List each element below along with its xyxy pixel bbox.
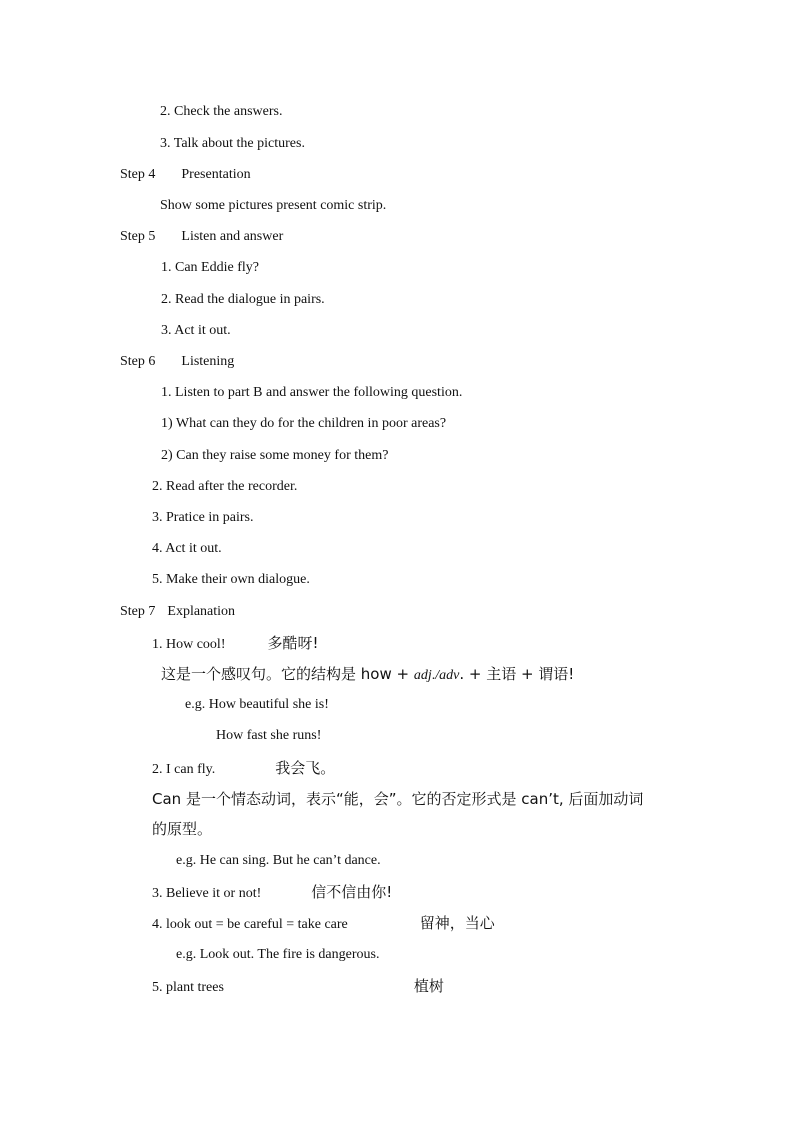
step4-heading <box>120 166 251 184</box>
explanation-4 <box>152 914 495 934</box>
step6-question-2: 2) Can they raise some money for them? <box>161 448 389 463</box>
step-label: Step 7 <box>120 604 156 619</box>
step-title: Listen and answer <box>181 229 284 244</box>
step-title: Listening <box>181 354 235 369</box>
explanation-2-example: e.g. He can sing. But he can’t dance. <box>176 853 381 868</box>
explanation-1 <box>152 634 319 654</box>
explanation-1-note: 这是一个感叹句。它的结构是 how + adj./adv. + 主语 + 谓语! <box>161 665 575 683</box>
phrase-en: 1. How cool! <box>152 637 226 652</box>
step5-item-2: 2. Read the dialogue in pairs. <box>161 292 325 307</box>
explanation-2-note-line-1: Can 是一个情态动词，表示“能，会”。它的否定形式是 can’t, 后面加动词 <box>152 790 644 808</box>
step5-item-1: 1. Can Eddie fly? <box>161 260 259 275</box>
phrase-en: 2. I can fly. <box>152 762 216 777</box>
phrase-cn: 植树 <box>413 977 444 995</box>
explanation-2 <box>152 759 335 779</box>
step6-item-3: 3. Pratice in pairs. <box>152 510 254 525</box>
phrase-cn: 留神，当心 <box>419 914 495 932</box>
step5-item-3: 3. Act it out. <box>161 323 231 338</box>
phrase-en: 5. plant trees <box>152 980 224 995</box>
step6-item-5: 5. Make their own dialogue. <box>152 572 310 587</box>
explanation-2-note-line-2: 的原型。 <box>152 820 213 838</box>
phrase-cn: 我会飞。 <box>275 759 336 777</box>
step-label: Step 5 <box>120 229 156 244</box>
step6-item-4: 4. Act it out. <box>152 541 222 556</box>
phrase-en: 3. Believe it or not! <box>152 886 262 901</box>
step7-heading <box>120 603 235 621</box>
explanation-1-example-2: How fast she runs! <box>216 728 322 743</box>
step5-heading <box>120 228 283 246</box>
step6-item-2: 2. Read after the recorder. <box>152 479 298 494</box>
step-label: Step 6 <box>120 354 156 369</box>
phrase-en: 4. look out = be careful = take care <box>152 917 348 932</box>
step6-question-1: 1) What can they do for the children in poor areas? <box>161 416 447 431</box>
explanation-5 <box>152 977 444 997</box>
phrase-cn: 信不信由你! <box>311 883 393 901</box>
explanation-4-example: e.g. Look out. The fire is dangerous. <box>176 947 380 962</box>
step3-item-3: 3. Talk about the pictures. <box>160 136 305 151</box>
step-title: Explanation <box>167 604 236 619</box>
phrase-cn: 多酷呀! <box>267 634 319 652</box>
step-title: Presentation <box>181 167 251 182</box>
explanation-1-example-1: e.g. How beautiful she is! <box>185 697 329 712</box>
step-label: Step 4 <box>120 167 156 182</box>
step6-heading <box>120 353 234 371</box>
explanation-3 <box>152 883 392 903</box>
step6-item-1: 1. Listen to part B and answer the following question. <box>161 385 463 400</box>
step3-item-2: 2. Check the answers. <box>160 104 283 119</box>
step4-text: Show some pictures present comic strip. <box>160 198 387 213</box>
